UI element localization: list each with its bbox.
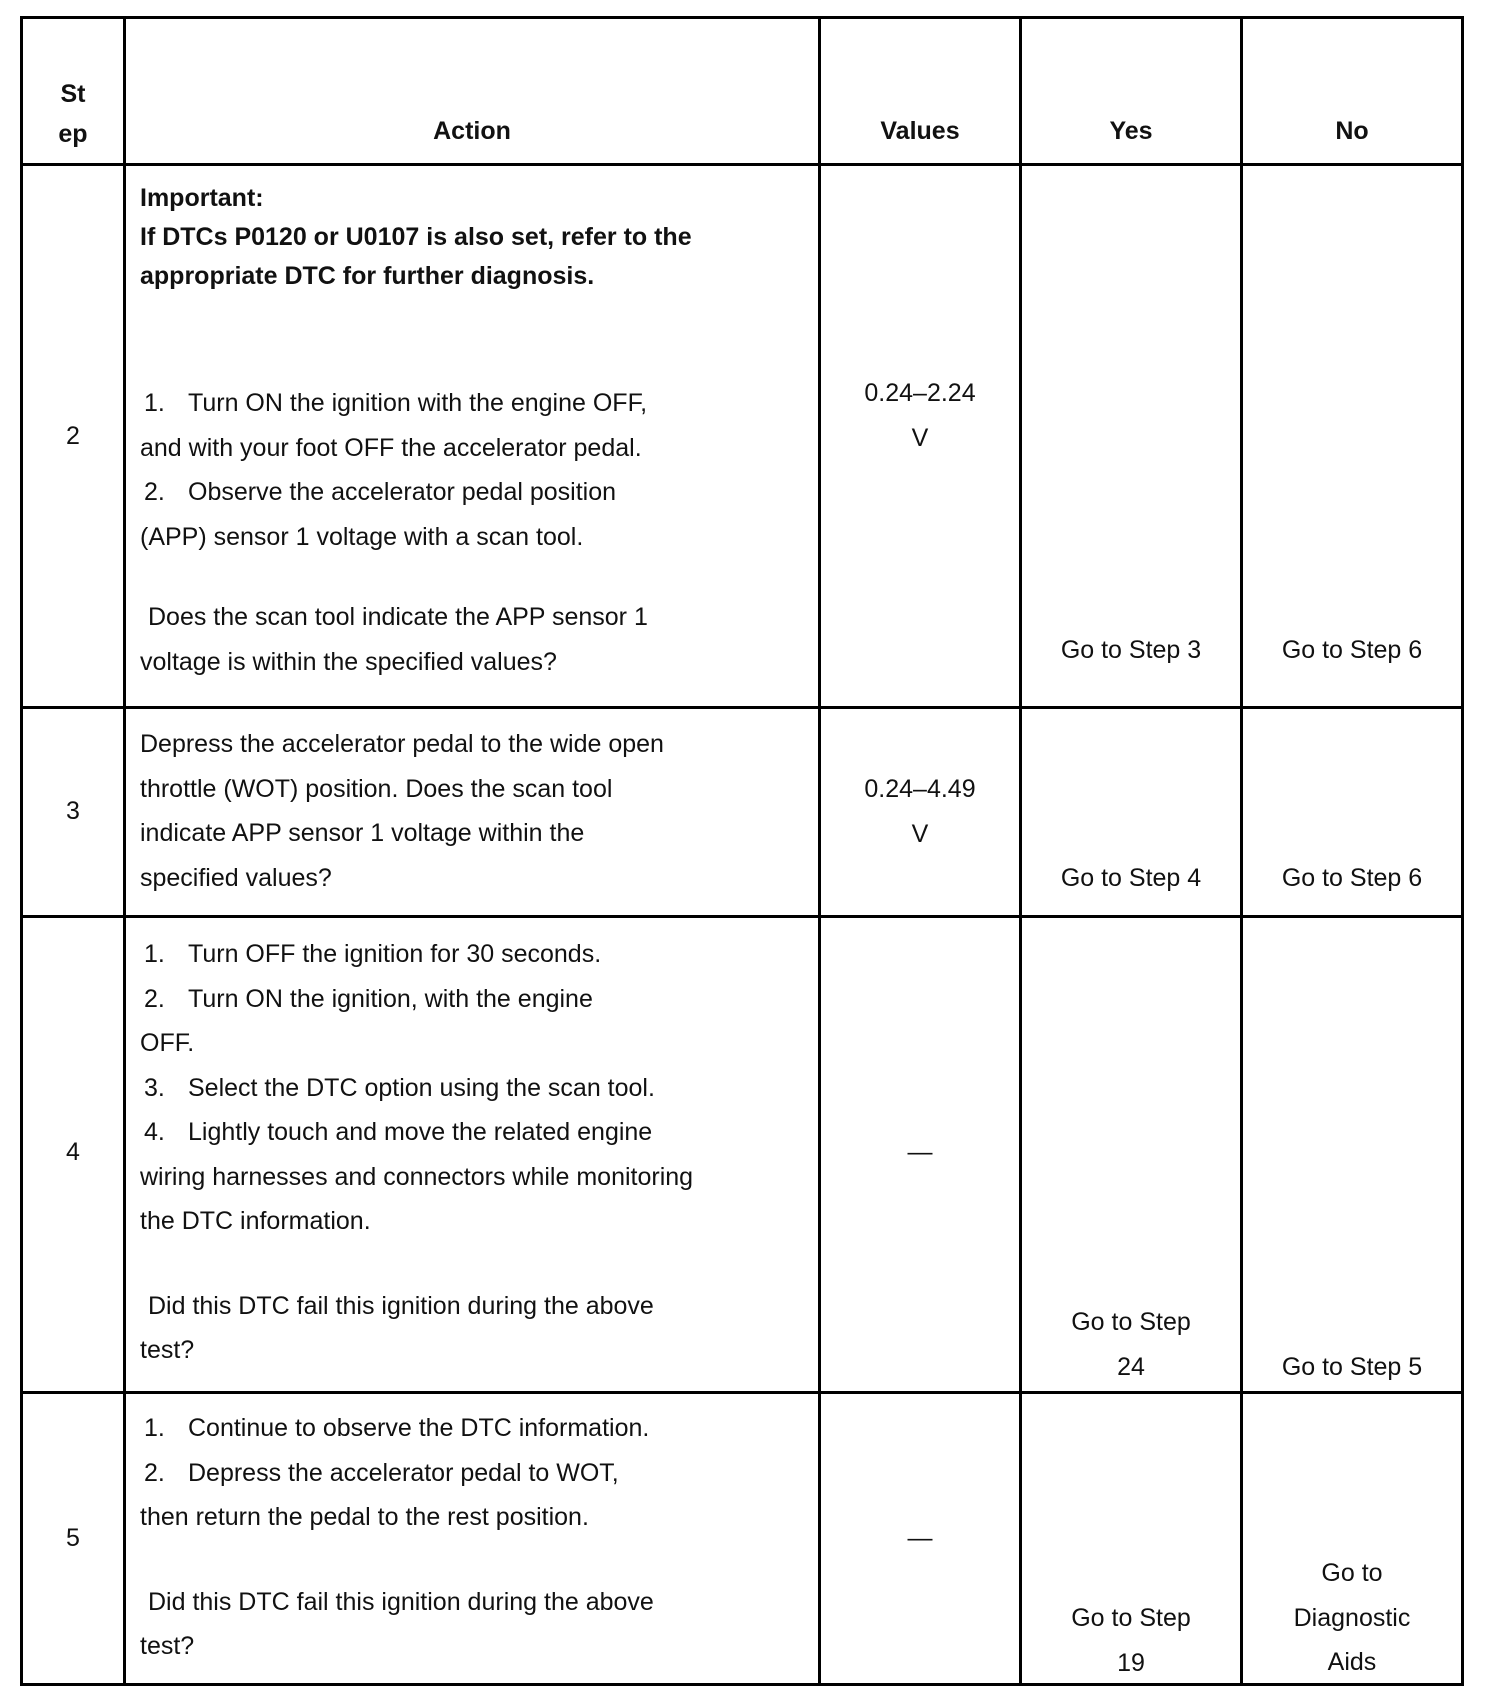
value-dash: — [907,1138,933,1166]
list-number: 2. [144,1458,165,1487]
list-number: 2. [144,478,165,506]
value-dash: — [907,1524,933,1552]
list-item: and with your foot OFF the accelerator pedal. [140,433,642,462]
action-text [140,932,810,1373]
action-line: specified values? [140,863,332,892]
table-border-left [20,16,23,1686]
list-item: then return the pedal to the rest position. [140,1503,589,1531]
list-number: 3. [144,1073,165,1102]
important-label: Important: [140,184,264,212]
value-range [821,767,1019,856]
header-step-line1: St [60,80,86,108]
no-link[interactable] [1243,1551,1461,1685]
yes-link-line[interactable]: Go to Step [1071,1308,1191,1336]
action-line: indicate APP sensor 1 voltage within the [140,819,585,847]
header-step-line2: ep [58,120,88,148]
list-item: Turn OFF the ignition for 30 seconds. [188,940,602,968]
row-divider [20,706,1464,709]
step-number: 3 [66,797,80,825]
question-text: test? [140,1632,195,1660]
question-text: test? [140,1336,195,1364]
header-divider [20,163,1464,166]
action-text [140,179,810,684]
value-unit: V [911,423,929,452]
action-text [140,722,810,900]
list-item: (APP) sensor 1 voltage with a scan tool. [140,522,584,551]
diagnostic-table [20,16,1464,1686]
header-action: Action [433,117,511,145]
list-item: Lightly touch and move the related engine [188,1118,653,1146]
value-unit: V [911,819,929,848]
question-text: Did this DTC fail this ignition during the above [148,1587,654,1616]
no-link-line[interactable]: Aids [1327,1648,1377,1676]
list-item: OFF. [140,1029,195,1057]
list-item: the DTC information. [140,1207,371,1235]
table-border-top [20,16,1464,19]
yes-link[interactable] [1022,1300,1240,1389]
list-item: Observe the accelerator pedal position [188,478,617,506]
important-note: appropriate DTC for further diagnosis. [140,262,595,290]
no-link[interactable]: Go to Step 6 [1281,864,1423,892]
yes-link[interactable] [1022,1596,1240,1685]
column-divider [1240,16,1243,1686]
list-number: 1. [144,940,165,968]
question-text: voltage is within the specified values? [140,647,557,676]
value-text: 0.24–2.24 [864,379,976,407]
list-item: Continue to observe the DTC information. [188,1414,650,1442]
list-number: 1. [144,389,165,417]
header-no: No [1335,117,1369,145]
step-number: 5 [66,1524,80,1552]
list-item: Turn ON the ignition with the engine OFF, [188,389,648,417]
list-item: wiring harnesses and connectors while monitoring [140,1162,694,1191]
no-link[interactable]: Go to Step 5 [1281,1353,1423,1381]
action-text [140,1406,810,1669]
table-border-right [1461,16,1464,1686]
step-number: 2 [66,422,80,450]
column-divider [123,16,126,1686]
column-divider [1019,16,1022,1686]
no-link[interactable]: Go to Step 6 [1281,636,1423,664]
header-values: Values [880,117,960,145]
yes-link[interactable]: Go to Step 4 [1060,864,1202,892]
row-divider [20,1391,1464,1394]
list-number: 1. [144,1414,165,1442]
yes-link[interactable]: Go to Step 3 [1060,636,1202,664]
list-item: Depress the accelerator pedal to WOT, [188,1458,619,1487]
important-note: If DTCs P0120 or U0107 is also set, refer to the [140,223,692,251]
list-item: Select the DTC option using the scan tool. [188,1073,655,1102]
yes-link-line[interactable]: 19 [1117,1648,1145,1677]
row-divider [20,915,1464,918]
yes-link-line[interactable]: Go to Step [1071,1604,1191,1632]
yes-link-line[interactable]: 24 [1117,1352,1145,1381]
step-number: 4 [66,1138,80,1166]
question-text: Does the scan tool indicate the APP sensor 1 [148,603,648,631]
list-number: 2. [144,984,165,1013]
action-line: throttle (WOT) position. Does the scan tool [140,774,613,803]
header-yes: Yes [1109,117,1153,145]
question-text: Did this DTC fail this ignition during the above [148,1291,654,1320]
value-range [821,371,1019,460]
list-number: 4. [144,1118,165,1146]
no-link-line[interactable]: Diagnostic [1293,1603,1411,1632]
header-step [23,74,123,154]
list-item: Turn ON the ignition, with the engine [188,984,593,1013]
action-line: Depress the accelerator pedal to the wide open [140,730,664,758]
no-link-line[interactable]: Go to [1321,1559,1383,1587]
value-text: 0.24–4.49 [864,775,976,803]
